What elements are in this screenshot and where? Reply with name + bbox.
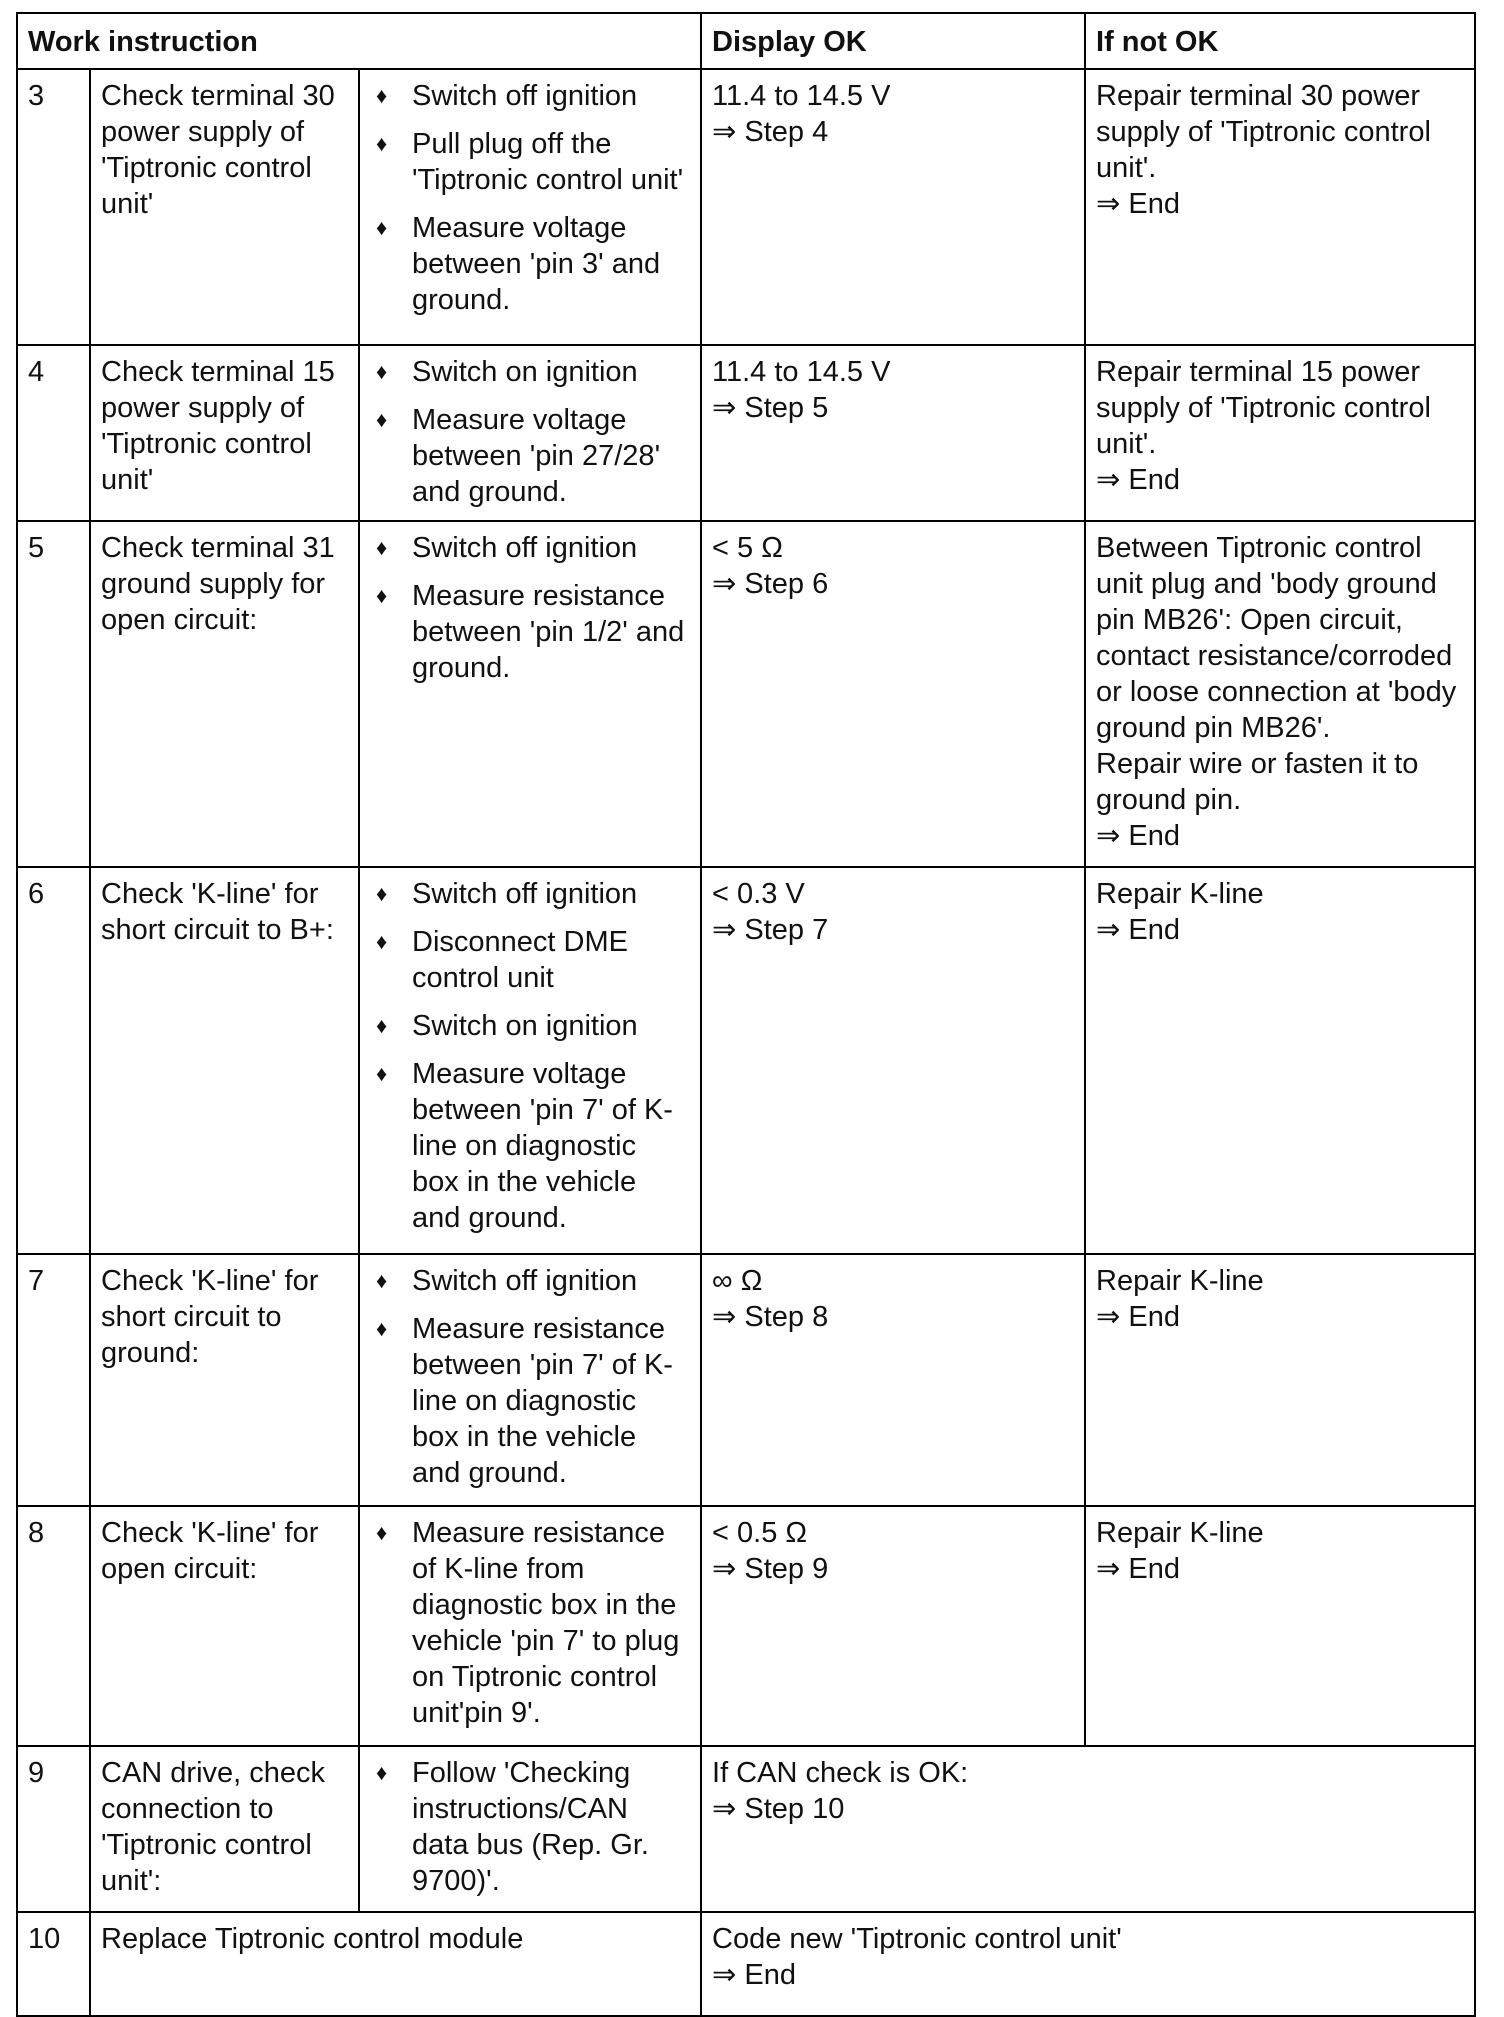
- list-item: [370, 1263, 690, 1299]
- list-item: [370, 578, 690, 686]
- if-not-ok-text: ⇒ End: [1096, 188, 1180, 220]
- check-description: CAN drive, check connection to 'Tiptronic control unit':: [90, 1746, 359, 1912]
- action-text: Measure resistance between 'pin 1/2' and ground.: [412, 580, 685, 684]
- action-text: Measure resistance of K-line from diagnostic box in the vehicle 'pin 7' to plug on Tiptronic control unit'pin 9'.: [412, 1517, 680, 1729]
- display-ok-text: ⇒ Step 9: [712, 1553, 829, 1585]
- step-number: 7: [17, 1254, 90, 1506]
- action-text: Measure voltage between 'pin 3' and ground.: [412, 212, 661, 316]
- action-text: Measure voltage between 'pin 7' of K-line on diagnostic box in the vehicle and ground.: [412, 1058, 673, 1234]
- display-ok-text: < 0.5 Ω: [712, 1517, 808, 1549]
- list-item: [370, 126, 690, 198]
- action-text: Measure voltage between 'pin 27/28' and ground.: [412, 404, 661, 508]
- diamond-bullet-icon: ♦: [376, 535, 388, 560]
- table-row: [17, 1912, 1475, 2016]
- display-ok-text: < 0.3 V: [712, 878, 805, 910]
- list-item: [370, 1515, 690, 1731]
- table-row: [17, 1254, 1475, 1506]
- list-item: [370, 78, 690, 114]
- if-not-ok-text: Repair K-line: [1096, 1265, 1264, 1297]
- action-list: [370, 1263, 690, 1491]
- display-ok-text: ⇒ Step 5: [712, 392, 829, 424]
- diamond-bullet-icon: ♦: [376, 1520, 388, 1545]
- diamond-bullet-icon: ♦: [376, 83, 388, 108]
- diamond-bullet-icon: ♦: [376, 215, 388, 240]
- action-cell: [359, 1506, 701, 1746]
- action-text: Measure resistance between 'pin 7' of K-line on diagnostic box in the vehicle and ground.: [412, 1313, 673, 1489]
- step-number: 5: [17, 521, 90, 867]
- list-item: [370, 210, 690, 318]
- if-not-ok-cell: [1085, 521, 1475, 867]
- list-item: [370, 1008, 690, 1044]
- if-not-ok-cell: [1085, 1254, 1475, 1506]
- diamond-bullet-icon: ♦: [376, 1316, 388, 1341]
- step-number: 8: [17, 1506, 90, 1746]
- list-item: [370, 876, 690, 912]
- display-ok-text: 11.4 to 14.5 V: [712, 80, 891, 112]
- if-not-ok-text: ⇒ End: [1096, 1553, 1180, 1585]
- display-ok-text: ⇒ Step 8: [712, 1301, 829, 1333]
- list-item: [370, 1056, 690, 1236]
- display-ok-text: 11.4 to 14.5 V: [712, 356, 891, 388]
- action-cell: [359, 1254, 701, 1506]
- if-not-ok-text: Repair terminal 30 power supply of 'Tiptronic control unit'.: [1096, 80, 1431, 184]
- result-cell: [701, 1912, 1475, 2016]
- action-cell: [359, 345, 701, 521]
- diamond-bullet-icon: ♦: [376, 1013, 388, 1038]
- table-header-row: [17, 13, 1475, 69]
- list-item: [370, 354, 690, 390]
- result-cell: [701, 1746, 1475, 1912]
- if-not-ok-text: Repair wire or fasten it to ground pin.: [1096, 748, 1419, 816]
- if-not-ok-text: ⇒ End: [1096, 820, 1180, 852]
- display-ok-cell: [701, 1254, 1085, 1506]
- check-description: Check terminal 31 ground supply for open circuit:: [90, 521, 359, 867]
- if-not-ok-text: ⇒ End: [1096, 914, 1180, 946]
- display-ok-text: ⇒ Step 4: [712, 116, 829, 148]
- action-list: [370, 876, 690, 1236]
- action-text: Switch on ignition: [412, 356, 638, 388]
- table-row: [17, 521, 1475, 867]
- diamond-bullet-icon: ♦: [376, 1061, 388, 1086]
- if-not-ok-text: Between Tiptronic control unit plug and 'body ground pin MB26': Open circuit, contact resistance/corroded or loose connection at 'body ground pin MB26'.: [1096, 532, 1457, 744]
- display-ok-cell: [701, 69, 1085, 345]
- check-description: Check 'K-line' for short circuit to ground:: [90, 1254, 359, 1506]
- list-item: [370, 530, 690, 566]
- display-ok-cell: [701, 345, 1085, 521]
- result-text: ⇒ End: [712, 1959, 796, 1991]
- header-work-instruction: Work instruction: [17, 13, 701, 69]
- table-body: [17, 69, 1475, 2016]
- list-item: [370, 402, 690, 510]
- diamond-bullet-icon: ♦: [376, 359, 388, 384]
- display-ok-text: ∞ Ω: [712, 1265, 763, 1297]
- action-text: Switch off ignition: [412, 1265, 638, 1297]
- display-ok-cell: [701, 1506, 1085, 1746]
- check-description: Replace Tiptronic control module: [90, 1912, 701, 2016]
- diamond-bullet-icon: ♦: [376, 881, 388, 906]
- action-list: [370, 78, 690, 318]
- diamond-bullet-icon: ♦: [376, 1760, 388, 1785]
- if-not-ok-text: Repair K-line: [1096, 878, 1264, 910]
- action-text: Pull plug off the 'Tiptronic control unit': [412, 128, 684, 196]
- diamond-bullet-icon: ♦: [376, 131, 388, 156]
- action-list: [370, 530, 690, 686]
- action-text: Switch off ignition: [412, 532, 638, 564]
- step-number: 6: [17, 867, 90, 1254]
- if-not-ok-cell: [1085, 1506, 1475, 1746]
- check-description: Check 'K-line' for short circuit to B+:: [90, 867, 359, 1254]
- if-not-ok-cell: [1085, 345, 1475, 521]
- if-not-ok-text: Repair K-line: [1096, 1517, 1264, 1549]
- check-description: Check 'K-line' for open circuit:: [90, 1506, 359, 1746]
- check-description: Check terminal 30 power supply of 'Tiptronic control unit': [90, 69, 359, 345]
- list-item: [370, 1755, 690, 1899]
- action-text: Switch off ignition: [412, 878, 638, 910]
- diamond-bullet-icon: ♦: [376, 583, 388, 608]
- step-number: 3: [17, 69, 90, 345]
- action-list: [370, 354, 690, 510]
- if-not-ok-text: ⇒ End: [1096, 464, 1180, 496]
- table-row: [17, 1746, 1475, 1912]
- display-ok-text: ⇒ Step 6: [712, 568, 829, 600]
- action-text: Switch on ignition: [412, 1010, 638, 1042]
- table-row: [17, 1506, 1475, 1746]
- check-description: Check terminal 15 power supply of 'Tiptronic control unit': [90, 345, 359, 521]
- action-list: [370, 1515, 690, 1731]
- table-row: [17, 69, 1475, 345]
- display-ok-cell: [701, 521, 1085, 867]
- diamond-bullet-icon: ♦: [376, 1268, 388, 1293]
- list-item: [370, 1311, 690, 1491]
- table-row: [17, 345, 1475, 521]
- header-if-not-ok: If not OK: [1085, 13, 1475, 69]
- if-not-ok-cell: [1085, 69, 1475, 345]
- if-not-ok-text: ⇒ End: [1096, 1301, 1180, 1333]
- action-text: Disconnect DME control unit: [412, 926, 628, 994]
- header-display-ok: Display OK: [701, 13, 1085, 69]
- action-cell: [359, 1746, 701, 1912]
- table-row: [17, 867, 1475, 1254]
- list-item: [370, 924, 690, 996]
- document-page: [16, 12, 1474, 1991]
- step-number: 9: [17, 1746, 90, 1912]
- action-cell: [359, 521, 701, 867]
- if-not-ok-text: Repair terminal 15 power supply of 'Tiptronic control unit'.: [1096, 356, 1431, 460]
- display-ok-text: < 5 Ω: [712, 532, 783, 564]
- display-ok-text: ⇒ Step 7: [712, 914, 829, 946]
- result-text: If CAN check is OK:: [712, 1757, 969, 1789]
- result-text: Code new 'Tiptronic control unit': [712, 1923, 1122, 1955]
- action-text: Switch off ignition: [412, 80, 638, 112]
- step-number: 10: [17, 1912, 90, 2016]
- display-ok-cell: [701, 867, 1085, 1254]
- action-text: Follow 'Checking instructions/CAN data bus (Rep. Gr. 9700)'.: [412, 1757, 649, 1897]
- result-text: ⇒ Step 10: [712, 1793, 845, 1825]
- action-list: [370, 1755, 690, 1899]
- step-number: 4: [17, 345, 90, 521]
- if-not-ok-cell: [1085, 867, 1475, 1254]
- diamond-bullet-icon: ♦: [376, 929, 388, 954]
- diamond-bullet-icon: ♦: [376, 407, 388, 432]
- action-cell: [359, 867, 701, 1254]
- work-instruction-table: [16, 12, 1476, 2017]
- action-cell: [359, 69, 701, 345]
